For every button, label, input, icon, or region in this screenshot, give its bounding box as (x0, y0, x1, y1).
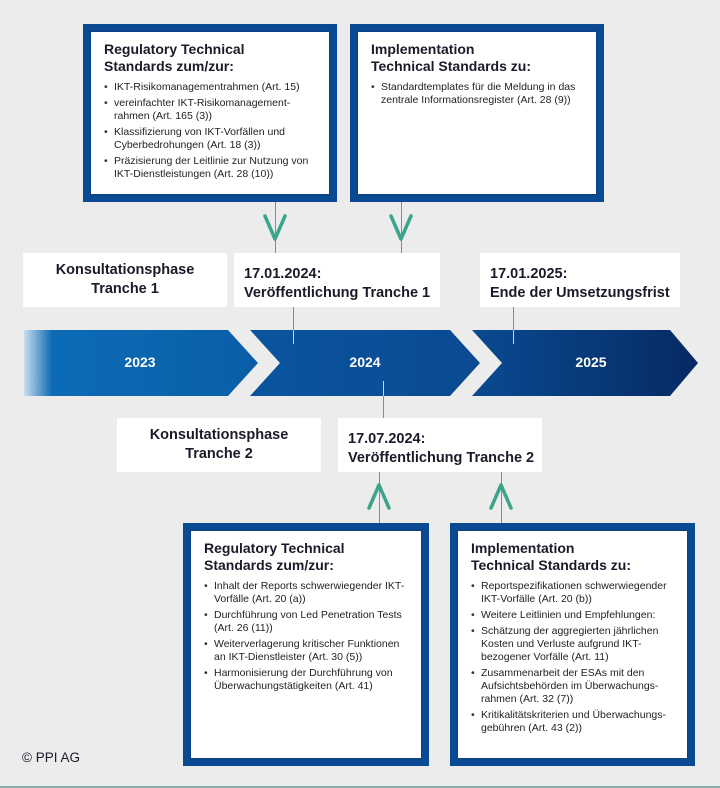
copyright-notice: © PPI AG (22, 750, 80, 765)
connector-line (513, 330, 514, 344)
its-tranche1-box (350, 24, 604, 202)
list-item: • Klassifizierung von IKT-Vorfällen und Cyberbedrohungen (Art. 18 (3)) (104, 126, 318, 152)
label-konsultation-tranche2 (117, 418, 321, 472)
title-line: Implementation (371, 41, 475, 57)
its-tranche2-list (471, 580, 676, 735)
year-label-2024: 2024 (349, 354, 381, 370)
rts-tranche1-box (83, 24, 337, 202)
list-item: • Schätzung der aggregierten jährlichen Kosten und Verluste aufgrund IKT-bezogener Vorfälle (Art. 11) (471, 625, 676, 664)
arrow-down-icon (388, 213, 414, 243)
list-item: • Präzisierung der Leitlinie zur Nutzung von IKT-Dienstleistungen (Art. 28 (10)) (104, 155, 318, 181)
its-tranche2-title (471, 540, 676, 574)
connector-line (383, 396, 384, 419)
list-item: • Kritikalitätskriterien und Überwachungs-gebühren (Art. 43 (2)) (471, 709, 676, 735)
rts-tranche2-title (204, 540, 410, 574)
year-label-2025: 2025 (575, 354, 607, 370)
title-line: Implementation (471, 540, 575, 556)
label-konsultation-tranche1 (23, 253, 227, 307)
rts-tranche2-list (204, 580, 410, 693)
list-item: • Harmonisierung der Durchführung von Überwachungstätigkeiten (Art. 41) (204, 667, 410, 693)
list-item: • Weitere Leitlinien und Empfehlungen: (471, 609, 676, 622)
connector-line (383, 381, 384, 396)
label-line: Tranche 2 (185, 446, 253, 462)
list-item: • vereinfachter IKT-Risikomanagement-rahmen (Art. 165 (3)) (104, 97, 318, 123)
label-line: Konsultationsphase (55, 262, 195, 278)
list-item: • Weiterverlagerung kritischer Funktionen an IKT-Dienstleister (Art. 30 (5)) (204, 638, 410, 664)
label-line: 17.01.2024: (244, 266, 322, 282)
rts-tranche2-box (183, 523, 429, 766)
label-veroeffentlichung-tranche2 (338, 418, 542, 472)
its-tranche2-box (450, 523, 695, 766)
label-line: Tranche 1 (91, 281, 159, 297)
title-line: Technical Standards zu: (471, 557, 631, 573)
arrow-down-icon (262, 213, 288, 243)
title-line: Standards zum/zur: (104, 58, 234, 74)
title-line: Technical Standards zu: (371, 58, 531, 74)
list-item: • Standardtemplates für die Meldung in das zentrale Informationsregister (Art. 28 (9)) (371, 81, 585, 107)
label-line: 17.07.2024: (348, 431, 426, 447)
its-tranche1-list (371, 81, 585, 107)
label-line: Konsultationsphase (149, 427, 289, 443)
label-line: Veröffentlichung Tranche 2 (348, 450, 535, 466)
label-line: Ende der Umsetzungsfrist (490, 285, 670, 301)
title-line: Standards zum/zur: (204, 557, 334, 573)
list-item: • Zusammenarbeit der ESAs mit den Aufsichtsbehörden im Überwachungs-rahmen (Art. 32 (7)) (471, 667, 676, 706)
its-tranche1-title (371, 41, 585, 75)
arrow-up-icon (488, 481, 514, 511)
list-item: • Reportspezifikationen schwerwiegender IKT-Vorfälle (Art. 20 (b)) (471, 580, 676, 606)
arrow-up-icon (366, 481, 392, 511)
list-item: • Inhalt der Reports schwerwiegender IKT-Vorfälle (Art. 20 (a)) (204, 580, 410, 606)
title-line: Regulatory Technical (104, 41, 245, 57)
label-line: 17.01.2025: (490, 266, 568, 282)
rts-tranche1-title (104, 41, 318, 75)
connector-line (293, 330, 294, 344)
list-item: • Durchführung von Led Penetration Tests (Art. 26 (11)) (204, 609, 410, 635)
label-veroeffentlichung-tranche1 (234, 253, 440, 307)
year-label-2023: 2023 (124, 354, 156, 370)
label-line: Veröffentlichung Tranche 1 (244, 285, 431, 301)
title-line: Regulatory Technical (204, 540, 345, 556)
list-item: • IKT-Risikomanagementrahmen (Art. 15) (104, 81, 318, 94)
rts-tranche1-list (104, 81, 318, 181)
label-ende-umsetzungsfrist (480, 253, 680, 307)
